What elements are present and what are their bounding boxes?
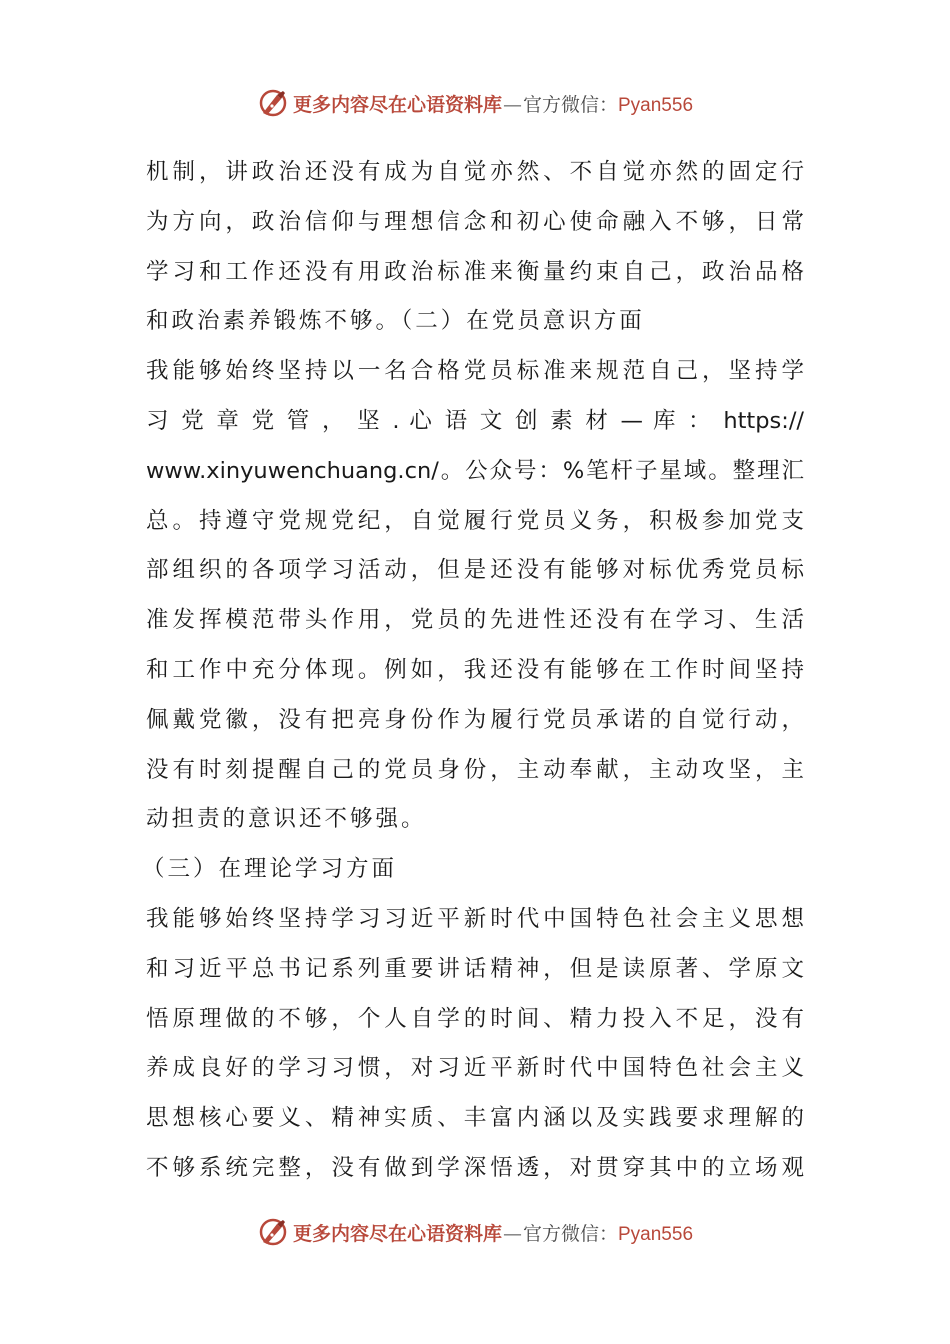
body-line: 部组织的各项学习活动，但是还没有能够对标优秀党员标 — [146, 557, 804, 584]
header-dash: — — [502, 93, 522, 116]
body-line: 机制，讲政治还没有成为自觉亦然、不自觉亦然的固定行 — [146, 159, 804, 185]
body-line: 思想核心要义、精神实质、丰富内涵以及实践要求理解的 — [146, 1105, 804, 1132]
footer-dash: — — [502, 1222, 522, 1245]
body-line: 和政治素养锻炼不够。（二）在党员意识方面 — [146, 308, 645, 335]
footer-wechat-label: 官方微信： — [522, 1222, 618, 1245]
body-line: 不够系统完整，没有做到学深悟透，对贯穿其中的立场观 — [146, 1154, 804, 1181]
body-line: www.xinyuwenchuang.cn/。公众号：%笔杆子星域。整理汇 — [146, 457, 804, 484]
footer-banner — [0, 1212, 950, 1252]
body-line: 佩戴党徽，没有把亮身份作为履行党员承诺的自觉行动， — [146, 706, 804, 733]
body-line: 和工作中充分体现。例如，我还没有能够在工作时间坚持 — [146, 656, 804, 683]
body-line: 和习近平总书记系列重要讲话精神，但是读原著、学原文 — [146, 955, 804, 982]
body-line: 动担责的意识还不够强。 — [146, 806, 427, 833]
document-body — [142, 148, 804, 1194]
body-line: 学习和工作还没有用政治标准来衡量约束自己，政治品格 — [146, 258, 804, 285]
body-line: 养成良好的学习习惯，对习近平新时代中国特色社会主义 — [146, 1055, 804, 1082]
header-text — [293, 90, 693, 117]
footer-wechat-id: Pyan556 — [618, 1223, 694, 1245]
body-line: 没有时刻提醒自己的党员身份，主动奉献，主动攻坚，主 — [146, 756, 804, 783]
body-line: 悟原理做的不够，个人自学的时间、精力投入不足，没有 — [146, 1005, 804, 1032]
footer-text — [293, 1219, 693, 1246]
body-line: 总。持遵守党规党纪，自觉履行党员义务，积极参加党支 — [146, 507, 804, 534]
body-line: 习 党 章 党 管 ， 坚 . 心 语 文 创 素 材 — 库 ： https:// — [146, 407, 804, 434]
header-title: 更多内容尽在心语资料库 — [292, 93, 502, 116]
section-heading: （三）在理论学习方面 — [142, 856, 398, 883]
pen-nib-logo-icon — [257, 1216, 289, 1248]
body-line: 我能够始终坚持以一名合格党员标准来规范自己，坚持学 — [146, 358, 804, 385]
body-line: 为方向，政治信仰与理想信念和初心使命融入不够，日常 — [146, 208, 804, 235]
header-wechat-id: Pyan556 — [618, 94, 694, 116]
header-wechat-label: 官方微信： — [522, 93, 618, 116]
footer-title: 更多内容尽在心语资料库 — [292, 1222, 502, 1245]
body-line: 我能够始终坚持学习习近平新时代中国特色社会主义思想 — [146, 905, 804, 932]
body-line: 准发挥模范带头作用，党员的先进性还没有在学习、生活 — [146, 607, 804, 634]
header-banner — [0, 83, 950, 123]
pen-nib-logo-icon — [257, 87, 289, 119]
